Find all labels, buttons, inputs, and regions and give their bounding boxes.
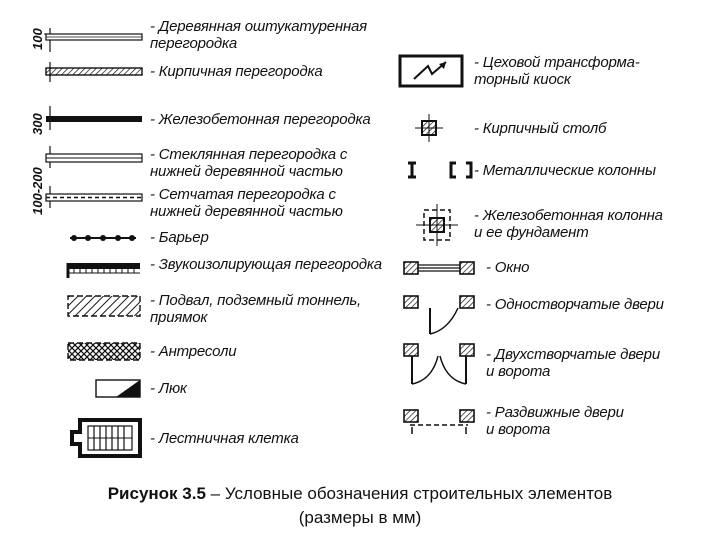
label-sliding-door: - Раздвижные двери и ворота — [486, 404, 624, 438]
rc-column-symbol — [416, 204, 458, 246]
label-soundproof-partition: - Звукоизолирующая перегородка — [150, 256, 382, 273]
label-double-door: - Двухстворчатые двери и ворота — [486, 346, 660, 380]
label-brick-partition: - Кирпичная перегородка — [150, 63, 323, 80]
label-rc-column: - Железобетонная колонна и ее фундамент — [474, 207, 663, 241]
label-wood-partition: - Деревянная оштукатуренная перегородка — [150, 18, 367, 52]
dimension-label-100-200: 100-200 — [30, 167, 45, 215]
label-window: - Окно — [486, 259, 530, 276]
label-mezzanine: - Антресоли — [150, 343, 237, 360]
window-symbol — [404, 262, 474, 274]
label-brick-pillar: - Кирпичный столб — [474, 120, 607, 137]
brick-pillar-symbol — [415, 114, 443, 142]
label-mesh-partition: - Сетчатая перегородка с нижней деревянной частью — [150, 186, 343, 220]
label-hatch: - Люк — [150, 380, 187, 397]
label-glass-partition: - Стеклянная перегородка с нижней деревянной частью — [150, 146, 348, 180]
label-barrier: - Барьер — [150, 229, 209, 246]
label-transformer-kiosk: - Цеховой трансформа- торный киоск — [474, 54, 640, 88]
caption-text: – Условные обозначения строительных элементов — [205, 484, 613, 503]
label-stairwell: - Лестничная клетка — [150, 430, 299, 447]
label-single-door: - Одностворчатые двери — [486, 296, 664, 313]
caption-line-1 — [0, 482, 720, 506]
sliding-door-symbol — [404, 410, 474, 434]
label-concrete-partition: - Железобетонная перегородка — [150, 111, 371, 128]
figure-caption — [0, 482, 720, 530]
caption-line-2: (размеры в мм) — [298, 508, 422, 527]
dimension-label-300: 300 — [30, 113, 45, 135]
single-door-symbol — [404, 296, 474, 334]
metal-columns-symbol — [408, 163, 471, 177]
label-metal-columns: - Металлические колонны — [474, 162, 656, 179]
caption-prefix: Рисунок 3.5 — [107, 484, 206, 503]
label-basement: - Подвал, подземный тоннель, приямок — [150, 292, 362, 326]
double-door-symbol — [404, 344, 474, 384]
dimension-label-100: 100 — [30, 28, 45, 50]
transformer-kiosk-symbol — [400, 56, 462, 86]
